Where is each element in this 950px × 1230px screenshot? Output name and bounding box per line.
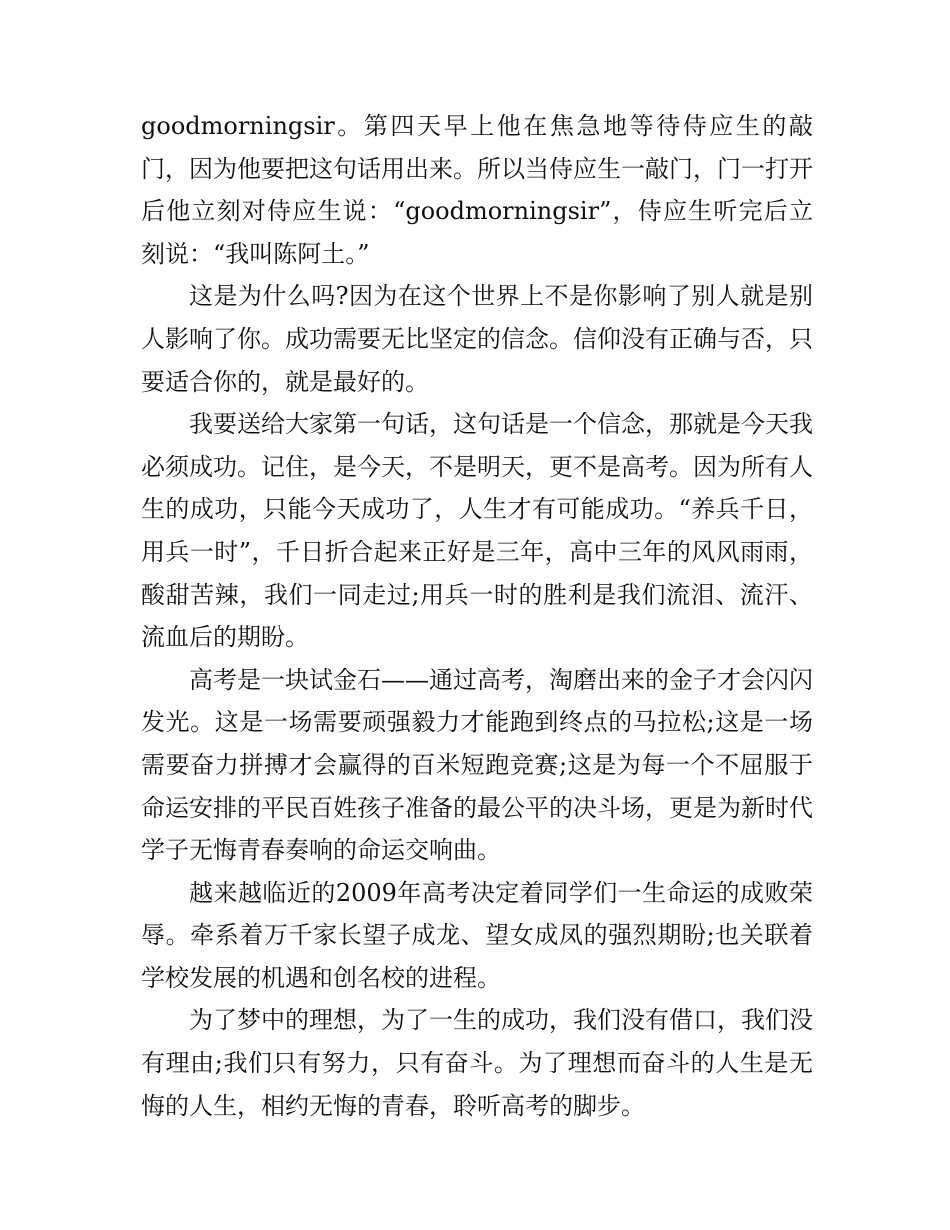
- paragraph: 为了梦中的理想，为了一生的成功，我们没有借口，我们没有理由;我们只有努力，只有奋斗。为了理想而奋斗的人生是无悔的人生，相约无悔的青春，聆听高考的脚步。: [141, 1006, 813, 1120]
- paragraph: 这是为什么吗?因为在这个世界上不是你影响了别人就是别人影响了你。成功需要无比坚定的信念。信仰没有正确与否，只要适合你的，就是最好的。: [141, 282, 813, 396]
- paragraph: 高考是一块试金石——通过高考，淘磨出来的金子才会闪闪发光。这是一场需要顽强毅力才能跑到终点的马拉松;这是一场需要奋力拼搏才会赢得的百米短跑竞赛;这是为每一个不屈服于命运安排的平民百姓孩子准备的最公平的决斗场，更是为新时代学子无悔青春奏响的命运交响曲。: [141, 665, 813, 865]
- paragraph-continuation: goodmorningsir。第四天早上他在焦急地等待侍应生的敲门，因为他要把这句话用出来。所以当侍应生一敲门，门一打开后他立刻对侍应生说：“goodmorningsir”，侍应生听完后立刻说：“我叫陈阿土。”: [141, 112, 813, 268]
- paragraph: 我要送给大家第一句话，这句话是一个信念，那就是今天我必须成功。记住，是今天，不是明天，更不是高考。因为所有人生的成功，只能今天成功了，人生才有可能成功。“养兵千日，用兵一时”，千日折合起来正好是三年，高中三年的风风雨雨，酸甜苦辣，我们一同走过;用兵一时的胜利是我们流泪、流汗、流血后的期盼。: [141, 410, 813, 652]
- paragraph: 越来越临近的2009年高考决定着同学们一生命运的成败荣辱。牵系着万千家长望子成龙、望女成凤的强烈期盼;也关联着学校发展的机遇和创名校的进程。: [141, 878, 813, 992]
- document-body: [141, 105, 813, 1127]
